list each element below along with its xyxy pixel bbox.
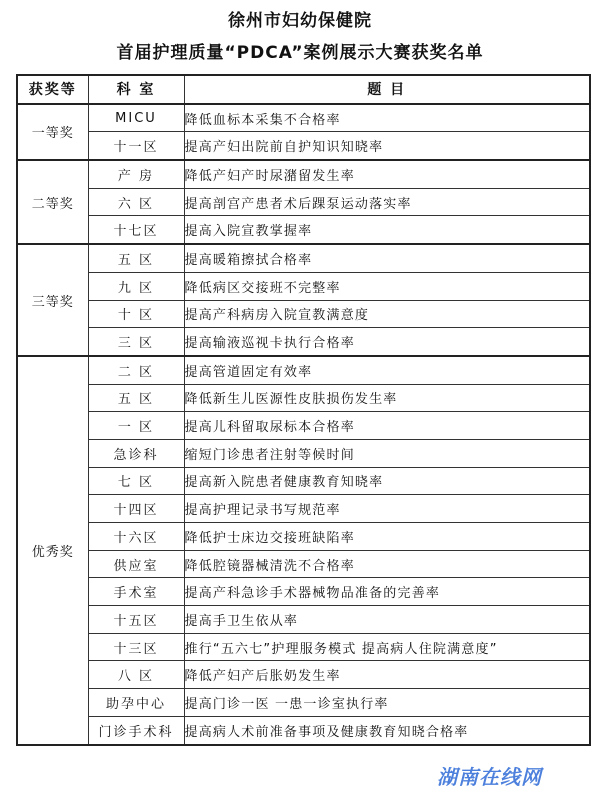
department-cell: 三 区 bbox=[88, 328, 184, 356]
topic-cell: 提高护理记录书写规范率 bbox=[184, 495, 590, 523]
watermark: 湖南在线网 bbox=[437, 765, 542, 789]
department-cell: 供应室 bbox=[88, 550, 184, 578]
table-row bbox=[17, 606, 590, 634]
department-cell: 产 房 bbox=[88, 160, 184, 188]
topic-cell: 降低血标本采集不合格率 bbox=[184, 104, 590, 132]
department-cell: 十一区 bbox=[88, 132, 184, 160]
department-cell: 急诊科 bbox=[88, 439, 184, 467]
department-cell: 二 区 bbox=[88, 356, 184, 384]
topic-cell: 提高管道固定有效率 bbox=[184, 356, 590, 384]
table-row bbox=[17, 716, 590, 744]
hospital-name: 徐州市妇幼保健院 bbox=[228, 11, 372, 31]
department-cell: MICU bbox=[88, 104, 184, 132]
topic-cell: 提高病人术前准备事项及健康教育知晓合格率 bbox=[184, 716, 590, 744]
table-row bbox=[17, 578, 590, 606]
department-cell: 九 区 bbox=[88, 272, 184, 300]
table-header-row bbox=[17, 75, 590, 104]
topic-cell: 提高暖箱擦拭合格率 bbox=[184, 244, 590, 272]
table-row bbox=[17, 661, 590, 689]
table-row bbox=[17, 384, 590, 412]
award-table-body bbox=[17, 104, 590, 745]
table-row bbox=[17, 300, 590, 328]
topic-cell: 提高入院宣教掌握率 bbox=[184, 216, 590, 244]
topic-cell: 提高新入院患者健康教育知晓率 bbox=[184, 467, 590, 495]
document-title: 首届护理质量“PDCA”案例展示大赛获奖名单 bbox=[116, 43, 484, 63]
header-topic: 题 目 bbox=[184, 75, 590, 104]
department-cell: 一 区 bbox=[88, 412, 184, 440]
topic-cell: 提高输液巡视卡执行合格率 bbox=[184, 328, 590, 356]
department-cell: 八 区 bbox=[88, 661, 184, 689]
award-level-cell: 二等奖 bbox=[17, 160, 88, 244]
department-cell: 手术室 bbox=[88, 578, 184, 606]
table-row bbox=[17, 244, 590, 272]
topic-cell: 降低产妇产后胀奶发生率 bbox=[184, 661, 590, 689]
department-cell: 十四区 bbox=[88, 495, 184, 523]
table-row bbox=[17, 550, 590, 578]
topic-cell: 降低病区交接班不完整率 bbox=[184, 272, 590, 300]
award-level-cell: 三等奖 bbox=[17, 244, 88, 356]
topic-cell: 推行“五六七”护理服务模式 提高病人住院满意度” bbox=[184, 633, 590, 661]
table-row bbox=[17, 523, 590, 551]
department-cell: 助孕中心 bbox=[88, 689, 184, 717]
table-row bbox=[17, 356, 590, 384]
table-row bbox=[17, 495, 590, 523]
topic-cell: 提高手卫生依从率 bbox=[184, 606, 590, 634]
department-cell: 七 区 bbox=[88, 467, 184, 495]
topic-cell: 提高门诊一医 一患一诊室执行率 bbox=[184, 689, 590, 717]
table-row bbox=[17, 272, 590, 300]
department-cell: 六 区 bbox=[88, 188, 184, 216]
table-row bbox=[17, 633, 590, 661]
header-department: 科 室 bbox=[88, 75, 184, 104]
topic-cell: 提高产科病房入院宣教满意度 bbox=[184, 300, 590, 328]
award-table bbox=[16, 74, 591, 746]
department-cell: 五 区 bbox=[88, 244, 184, 272]
department-cell: 十六区 bbox=[88, 523, 184, 551]
table-row bbox=[17, 132, 590, 160]
table-row bbox=[17, 689, 590, 717]
award-level-cell: 优秀奖 bbox=[17, 356, 88, 745]
award-level-cell: 一等奖 bbox=[17, 104, 88, 160]
department-cell: 十五区 bbox=[88, 606, 184, 634]
table-row bbox=[17, 160, 590, 188]
table-row bbox=[17, 439, 590, 467]
topic-cell: 降低新生儿医源性皮肤损伤发生率 bbox=[184, 384, 590, 412]
table-row bbox=[17, 216, 590, 244]
topic-cell: 提高儿科留取尿标本合格率 bbox=[184, 412, 590, 440]
topic-cell: 缩短门诊患者注射等候时间 bbox=[184, 439, 590, 467]
department-cell: 十三区 bbox=[88, 633, 184, 661]
topic-cell: 降低腔镜器械清洗不合格率 bbox=[184, 550, 590, 578]
topic-cell: 提高产科急诊手术器械物品准备的完善率 bbox=[184, 578, 590, 606]
header-award-level: 获奖等 bbox=[17, 75, 88, 104]
department-cell: 十七区 bbox=[88, 216, 184, 244]
department-cell: 五 区 bbox=[88, 384, 184, 412]
table-row bbox=[17, 104, 590, 132]
topic-cell: 提高产妇出院前自护知识知晓率 bbox=[184, 132, 590, 160]
table-row bbox=[17, 467, 590, 495]
table-row bbox=[17, 328, 590, 356]
department-cell: 门诊手术科 bbox=[88, 716, 184, 744]
table-row bbox=[17, 188, 590, 216]
topic-cell: 降低产妇产时尿潴留发生率 bbox=[184, 160, 590, 188]
topic-cell: 提高剖宫产患者术后踝泵运动落实率 bbox=[184, 188, 590, 216]
department-cell: 十 区 bbox=[88, 300, 184, 328]
topic-cell: 降低护士床边交接班缺陷率 bbox=[184, 523, 590, 551]
table-row bbox=[17, 412, 590, 440]
